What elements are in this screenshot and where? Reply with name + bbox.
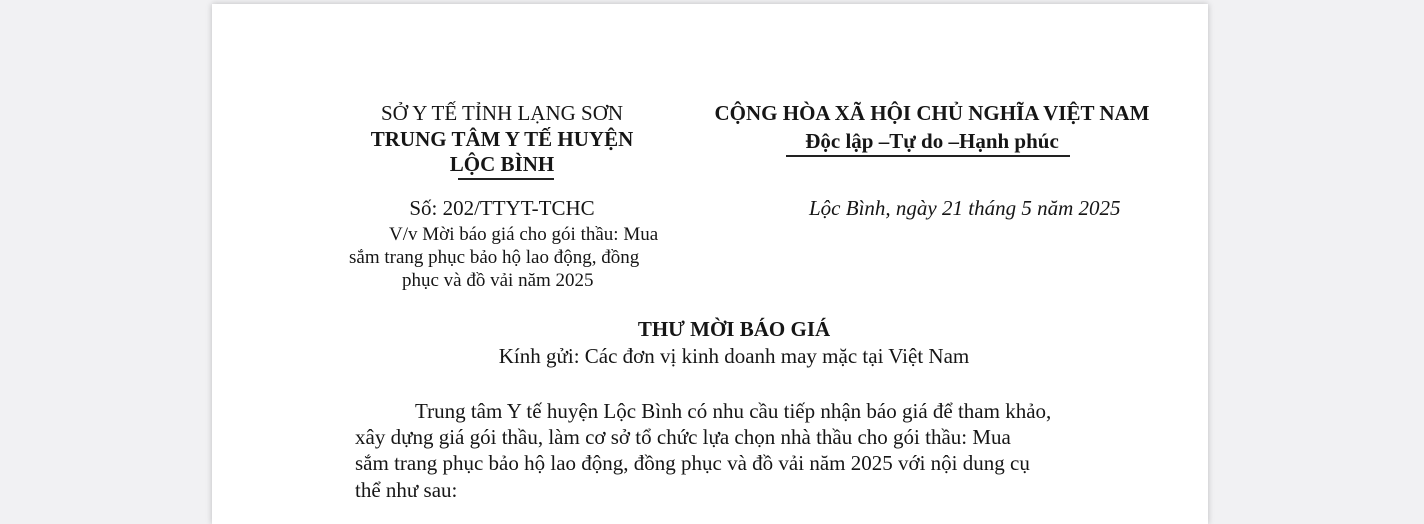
subject-line3: phục và đồ vải năm 2025 [402,270,594,291]
subject-line1: V/v Mời báo giá cho gói thầu: Mua [389,224,659,245]
body-line2: xây dựng giá gói thầu, làm cơ sở tổ chức lựa chọn nhà thầu cho gói thầu: Mua [355,425,1011,449]
subject-line2: sắm trang phục bảo hộ lao động, đồng [349,247,640,268]
left-header-underline [458,178,554,180]
body-line1: Trung tâm Y tế huyện Lộc Bình có nhu cầu tiếp nhận báo giá để tham khảo, [415,399,1052,423]
motto-underline [786,155,1070,157]
document-page [212,4,1208,524]
department-name: SỞ Y TẾ TỈNH LẠNG SƠN [380,101,624,125]
place-date: Lộc Bình, ngày 21 tháng 5 năm 2025 [809,196,1121,220]
nation-title: CỘNG HÒA XÃ HỘI CHỦ NGHĨA VIỆT NAM [714,101,1150,125]
document-number: Số: 202/TTYT-TCHC [409,196,595,220]
body-line4: thể như sau: [355,478,458,502]
recipient-line: Kính gửi: Các đơn vị kinh doanh may mặc tại Việt Nam [498,344,970,368]
body-line3: sắm trang phục bảo hộ lao động, đồng phục và đồ vải năm 2025 với nội dung cụ [355,451,1030,475]
center-name-line1: TRUNG TÂM Y TẾ HUYỆN [370,127,634,151]
center-name-line2: LỘC BÌNH [449,152,555,176]
motto: Độc lập –Tự do –Hạnh phúc [805,129,1059,153]
letter-title: THƯ MỜI BÁO GIÁ [637,317,831,341]
